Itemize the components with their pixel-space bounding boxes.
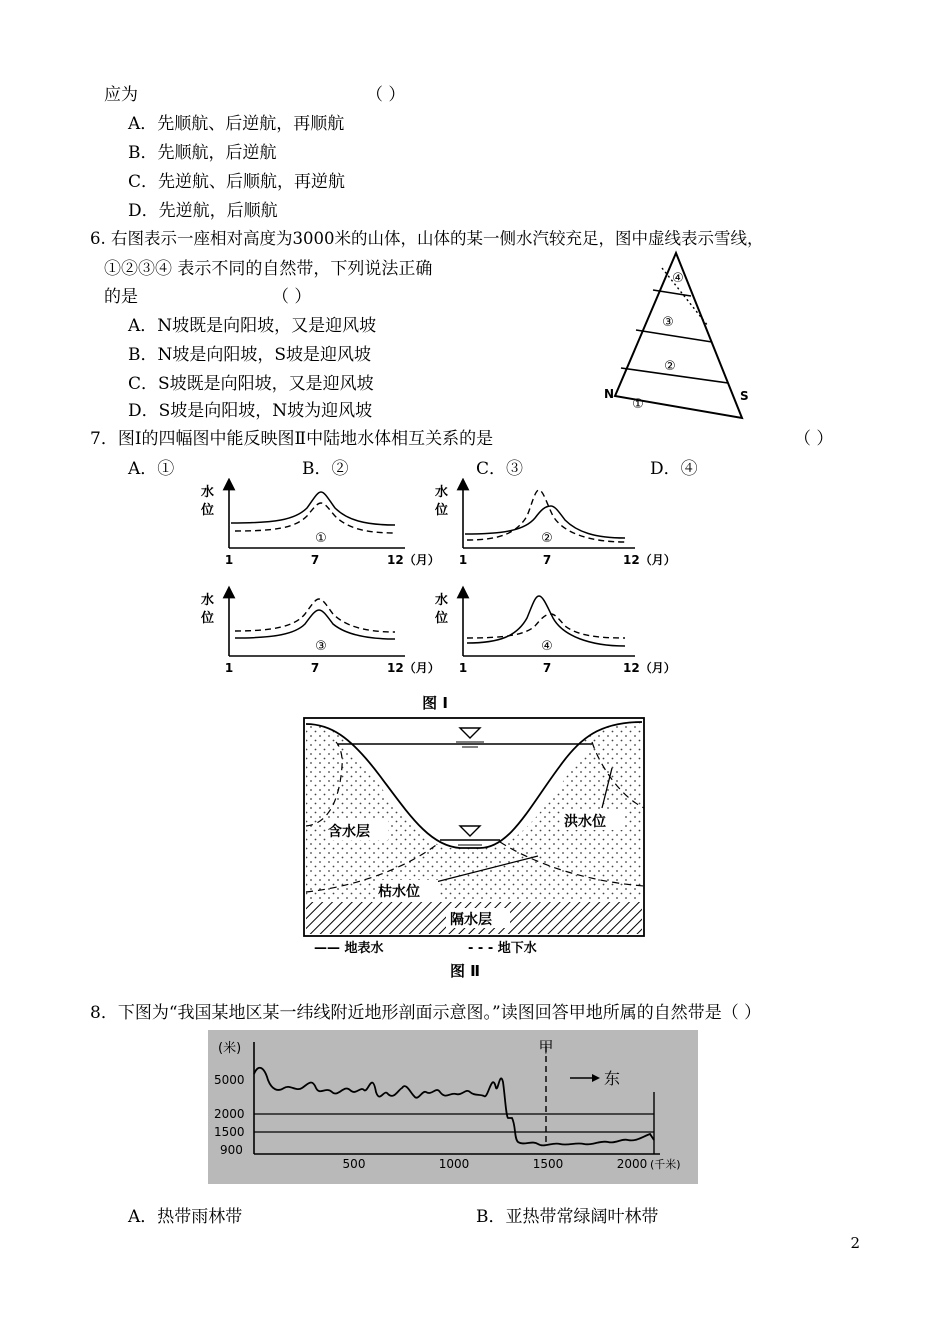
q7-stem: 7．图Ⅰ的四幅图中能反映图Ⅱ中陆地水体相互关系的是	[90, 429, 494, 449]
location-jia-label: 甲	[538, 1038, 554, 1056]
q6-answer-paren: （ ）	[272, 287, 312, 307]
q5-option-a: A．先顺航、后逆航，再顺航	[128, 114, 345, 134]
q5-stem-tail: 应为	[104, 85, 138, 105]
hydrograph-panel-2	[434, 484, 676, 567]
q5-option-c: C．先逆航、后顺航，再逆航	[128, 172, 346, 192]
y-label-water: 水	[201, 485, 215, 500]
q8-stem: 8．下图为“我国某地区某一纬线附近地形剖面示意图。”读图回答甲地所属的自然带是（ ）	[90, 1003, 762, 1023]
q7-answer-paren: （ ）	[794, 429, 834, 449]
panel-mark-3: ③	[315, 639, 327, 654]
y-label-water: 水	[435, 485, 449, 500]
q6-stem-line3: 的是	[104, 287, 138, 307]
tick-7: 7	[542, 553, 552, 567]
tick-1: 1	[458, 661, 468, 675]
tick-12: 12（月）	[623, 661, 676, 675]
q6-option-c: C．S坡既是向阳坡，又是迎风坡	[128, 374, 374, 394]
q6-option-b: B．N坡是向阳坡，S坡是迎风坡	[128, 345, 372, 365]
y-label-water: 水	[435, 593, 449, 608]
x-tick-2000: 2000	[616, 1157, 648, 1171]
y-label-level: 位	[201, 611, 215, 626]
legend-surface-water: —— 地表水	[314, 941, 384, 956]
y-tick-5000: 5000	[214, 1073, 245, 1087]
q7-option-b: B．②	[302, 459, 349, 479]
x-tick-500: 500	[342, 1157, 366, 1171]
tick-1: 1	[224, 661, 234, 675]
y-tick-2000: 2000	[214, 1107, 245, 1121]
zone-3-label: ③	[662, 315, 674, 330]
y-label-level: 位	[435, 611, 449, 626]
q5-option-b: B．先顺航，后逆航	[128, 143, 277, 163]
x-unit-label: (千米)	[650, 1158, 681, 1171]
panel-mark-4: ④	[541, 639, 553, 654]
impermeable-label: 隔水层	[450, 912, 492, 928]
x-tick-1000: 1000	[438, 1157, 470, 1171]
hydrograph-panel-4	[434, 592, 676, 675]
flood-level-marker	[460, 728, 480, 738]
flood-level-label: 洪水位	[564, 814, 606, 830]
tick-7: 7	[310, 553, 320, 567]
y-label-water: 水	[201, 593, 215, 608]
tick-1: 1	[224, 553, 234, 567]
q8-option-b: B．亚热带常绿阔叶林带	[476, 1207, 659, 1227]
q8-option-a: A．热带雨林带	[128, 1207, 243, 1227]
tick-12: 12（月）	[387, 553, 440, 567]
hydrograph-panel-1	[200, 484, 440, 567]
groundwater-curve	[467, 614, 625, 638]
q5-answer-paren: （ ）	[366, 85, 406, 105]
q6-stem-line2: ①②③④ 表示不同的自然带，下列说法正确	[104, 259, 433, 279]
surface-water-curve	[235, 610, 395, 639]
zone-boundary	[636, 330, 712, 342]
zone-4-label: ④	[672, 271, 684, 286]
zone-2-label: ②	[664, 359, 676, 374]
figure-1-hydrographs	[195, 478, 695, 714]
tick-7: 7	[542, 661, 552, 675]
north-slope-label: N	[604, 387, 615, 401]
tick-12: 12（月）	[387, 661, 440, 675]
figure-2-caption: 图 Ⅱ	[449, 962, 481, 980]
figure-1-caption: 图 Ⅰ	[422, 694, 448, 712]
panel-mark-1: ①	[315, 531, 327, 546]
tick-12: 12（月）	[623, 553, 676, 567]
y-label-level: 位	[201, 503, 215, 518]
q5-option-d: D．先逆航，后顺航	[128, 201, 278, 221]
x-tick-1500: 1500	[532, 1157, 564, 1171]
east-label: 东	[604, 1069, 621, 1088]
y-unit-label: (米)	[218, 1041, 242, 1056]
q7-option-a: A．①	[128, 459, 175, 479]
y-label-level: 位	[435, 503, 449, 518]
y-tick-1500: 1500	[214, 1125, 245, 1139]
q6-stem-line1: 6. 右图表示一座相对高度为3000米的山体，山体的某一侧水汽较充足，图中虚线表示雪线，	[90, 229, 764, 248]
groundwater-curve	[235, 599, 395, 632]
page-number: 2	[850, 1234, 860, 1252]
q6-option-d: D．S坡是向阳坡，N坡为迎风坡	[128, 401, 373, 421]
q7-option-c: C．③	[476, 459, 524, 479]
legend-groundwater: - - - 地下水	[468, 941, 537, 956]
panel-mark-2: ②	[541, 531, 553, 546]
mountain-diagram	[590, 248, 760, 424]
hydrograph-panel-3	[200, 592, 440, 675]
tick-1: 1	[458, 553, 468, 567]
aquifer-label: 含水层	[328, 824, 370, 840]
dry-level-label: 枯水位	[378, 884, 420, 900]
south-slope-label: S	[740, 389, 749, 403]
figure-2-cross-section	[300, 716, 652, 982]
tick-7: 7	[310, 661, 320, 675]
q6-option-a: A．N坡既是向阳坡，又是迎风坡	[128, 316, 377, 336]
y-tick-900: 900	[220, 1143, 243, 1157]
terrain-profile-figure	[208, 1030, 698, 1184]
zone-1-label: ①	[632, 397, 644, 412]
q7-option-d: D．④	[650, 459, 698, 479]
groundwater-curve	[235, 503, 395, 533]
